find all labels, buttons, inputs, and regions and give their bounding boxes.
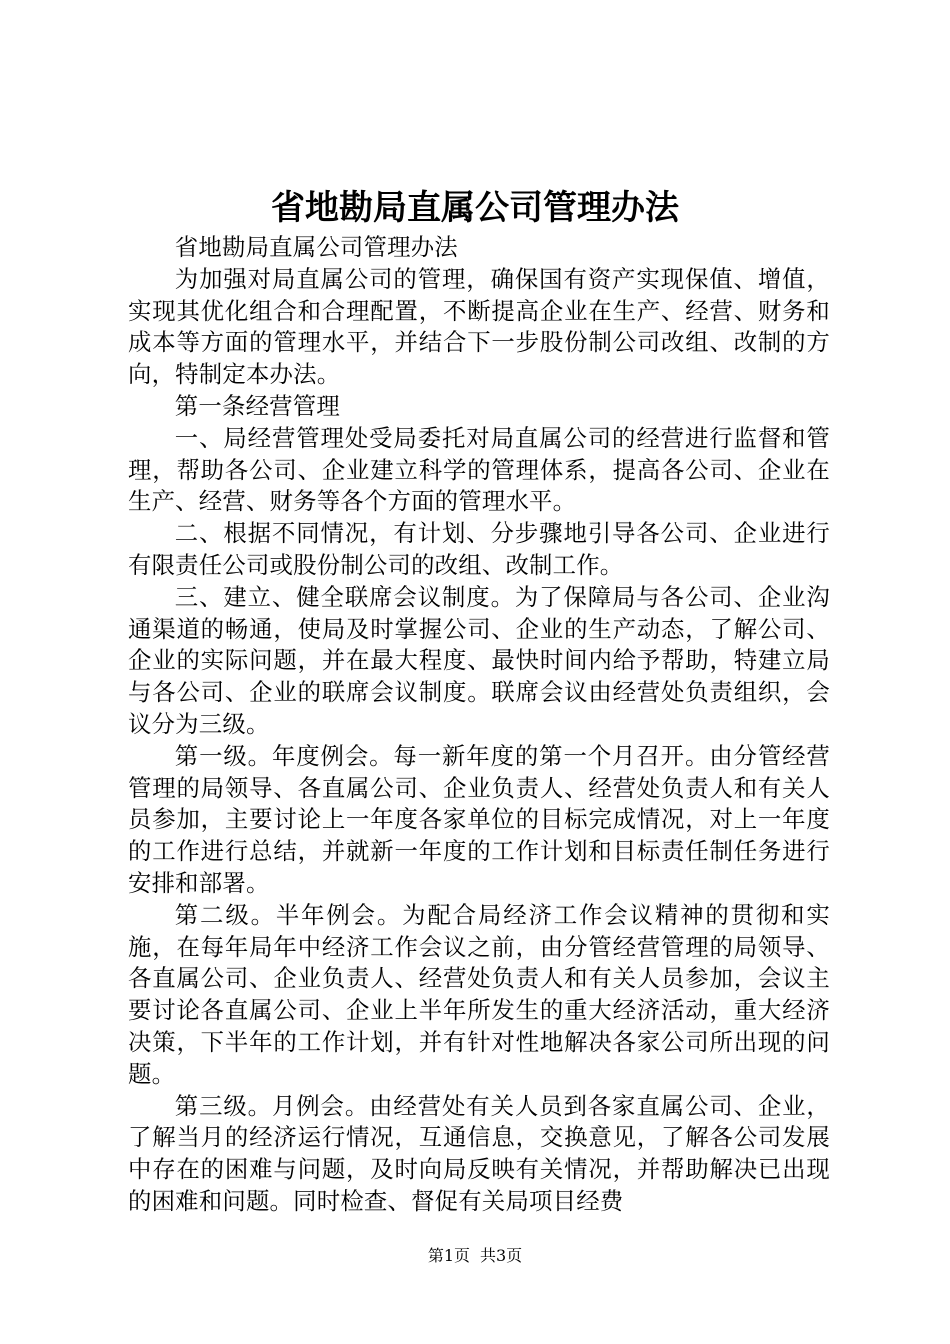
paragraph-item-1: 一、局经营管理处受局委托对局直属公司的经营进行监督和管理，帮助各公司、企业建立科学的管理体系，提高各公司、企业在生产、经营、财务等各个方面的管理水平。	[128, 423, 830, 516]
paragraph-level-3: 第三级。月例会。由经营处有关人员到各家直属公司、企业，了解当月的经济运行情况，互通信息，交换意见，了解各公司发展中存在的困难与问题，及时向局反映有关情况，并帮助解决已出现的困难和问题。同时检查、督促有关局项目经费	[128, 1091, 830, 1215]
page-footer	[0, 1245, 950, 1267]
paragraph-item-3: 三、建立、健全联席会议制度。为了保障局与各公司、企业沟通渠道的畅通，使局及时掌握公司、企业的生产动态，了解公司、企业的实际问题，并在最大程度、最快时间内给予帮助，特建立局与各公司、企业的联席会议制度。联席会议由经营处负责组织，会议分为三级。	[128, 582, 830, 738]
paragraph-level-1: 第一级。年度例会。每一新年度的第一个月召开。由分管经营管理的局领导、各直属公司、企业负责人、经营处负责人和有关人员参加，主要讨论上一年度各家单位的目标完成情况，对上一年度的工作进行总结，并就新一年度的工作计划和目标责任制任务进行安排和部署。	[128, 741, 830, 897]
page-total: 共3页	[480, 1246, 523, 1265]
page-number: 第1页	[427, 1246, 470, 1265]
paragraph-subtitle: 省地勘局直属公司管理办法	[174, 233, 458, 261]
paragraph-item-2: 二、根据不同情况，有计划、分步骤地引导各公司、企业进行有限责任公司或股份制公司的改组、改制工作。	[128, 519, 830, 579]
document-body	[128, 232, 830, 1218]
paragraph-article-1-heading: 第一条经营管理	[174, 391, 340, 420]
paragraph-level-2: 第二级。半年例会。为配合局经济工作会议精神的贯彻和实施，在每年局年中经济工作会议之前，由分管经营管理的局领导、各直属公司、企业负责人、经营处负责人和有关人员参加，会议主要讨论各直属公司、企业上半年所发生的重大经济活动，重大经济决策，下半年的工作计划，并有针对性地解决各家公司所出现的问题。	[128, 900, 830, 1088]
paragraph-intro: 为加强对局直属公司的管理，确保国有资产实现保值、增值，实现其优化组合和合理配置，不断提高企业在生产、经营、财务和成本等方面的管理水平，并结合下一步股份制公司改组、改制的方向，特制定本办法。	[128, 264, 830, 389]
document-title: 省地勘局直属公司管理办法	[271, 188, 679, 228]
